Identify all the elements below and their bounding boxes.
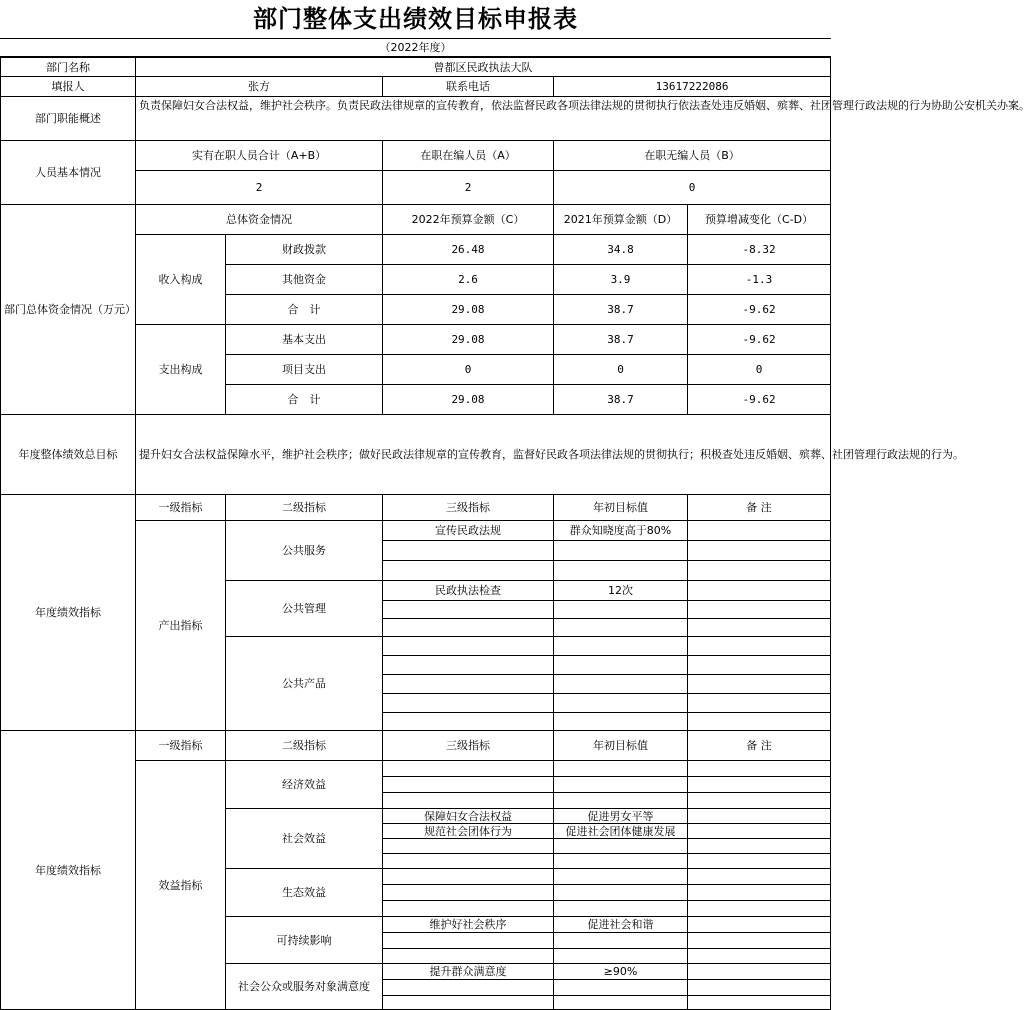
empty-cell [554,869,688,885]
empty-cell [554,541,688,561]
perf1-g2-target: 12次 [554,581,688,601]
income-name: 其他资金 [226,265,383,295]
empty-cell [688,901,831,917]
empty-cell [383,713,554,731]
empty-cell [554,619,688,637]
staff-col-unstaffed: 在职无编人员（B） [554,141,831,171]
funds-cd-header: 预算增减变化（C-D） [688,205,831,235]
empty-cell [688,809,831,824]
empty-cell [554,901,688,917]
empty-cell [688,996,831,1010]
staff-label: 人员基本情况 [1,141,136,205]
expense-c: 0 [383,355,554,385]
duty-row [1,97,831,141]
income-name: 合 计 [226,295,383,325]
perf2-e5: 社会公众或服务对象满意度 [226,964,383,1010]
phone-label: 联系电话 [383,77,554,97]
empty-cell [688,824,831,839]
empty-cell [688,793,831,809]
empty-cell [688,949,831,964]
empty-cell [383,601,554,619]
expense-cd: -9.62 [688,325,831,355]
perf2-h5: 备 注 [688,731,831,761]
perf2-e3: 生态效益 [226,869,383,917]
empty-cell [383,980,554,996]
empty-cell [554,601,688,619]
income-cd: -1.3 [688,265,831,295]
expense-c: 29.08 [383,325,554,355]
empty-cell [554,980,688,996]
empty-cell [688,869,831,885]
empty-cell [383,619,554,637]
empty-cell [688,933,831,949]
empty-cell [383,854,554,869]
perf2-e2-indicator: 规范社会团体行为 [383,824,554,839]
staff-staffed-value: 2 [383,171,554,205]
income-cd: -9.62 [688,295,831,325]
staff-header-row [1,141,831,171]
income-d: 3.9 [554,265,688,295]
expense-label: 支出构成 [136,325,226,415]
perf1-g2-note [688,581,831,601]
empty-cell [688,541,831,561]
empty-cell [688,561,831,581]
goal-row [1,415,831,495]
empty-cell [688,637,831,656]
perf1-g1: 公共服务 [226,521,383,581]
empty-cell [554,793,688,809]
form-year: （2022年度） [0,39,831,57]
expense-name: 项目支出 [226,355,383,385]
duty-label: 部门职能概述 [1,97,136,141]
perf1-header-row [1,495,831,521]
perf2-e2: 社会效益 [226,809,383,869]
empty-cell [688,619,831,637]
empty-cell [383,777,554,793]
empty-cell [383,637,554,656]
expense-cd: 0 [688,355,831,385]
perf2-e2-target: 促进社会团体健康发展 [554,824,688,839]
staff-total-value: 2 [136,171,383,205]
empty-cell [554,854,688,869]
empty-cell [383,949,554,964]
empty-cell [688,675,831,694]
empty-cell [554,933,688,949]
empty-cell [554,561,688,581]
expense-d: 38.7 [554,385,688,415]
perf2-e2-indicator: 保障妇女合法权益 [383,809,554,824]
perf2-h1: 一级指标 [136,731,226,761]
income-label: 收入构成 [136,235,226,325]
empty-cell [383,656,554,675]
empty-cell [688,694,831,713]
perf2-level1: 效益指标 [136,761,226,1010]
empty-cell [554,839,688,854]
perf1-h1: 一级指标 [136,495,226,521]
filler-value: 张方 [136,77,383,97]
staff-col-staffed: 在职在编人员（A） [383,141,554,171]
phone-value: 13617222086 [554,77,831,97]
income-name: 财政拨款 [226,235,383,265]
perf1-h4: 年初目标值 [554,495,688,521]
perf1-h5: 备 注 [688,495,831,521]
empty-cell [554,996,688,1010]
perf2-e4-indicator: 维护好社会秩序 [383,917,554,933]
empty-cell [688,777,831,793]
empty-cell [383,901,554,917]
perf2-h4: 年初目标值 [554,731,688,761]
empty-cell [688,761,831,777]
perf2-e5-target: ≥90% [554,964,688,980]
empty-cell [688,964,831,980]
empty-cell [688,713,831,731]
funds-header-row [1,205,831,235]
empty-cell [554,949,688,964]
empty-cell [554,761,688,777]
perf1-level1: 产出指标 [136,521,226,731]
empty-cell [383,793,554,809]
perf2-header-row [1,731,831,761]
goal-label: 年度整体绩效总目标 [1,415,136,495]
empty-cell [688,656,831,675]
funds-label: 部门总体资金情况（万元） [1,205,136,415]
perf1-g3: 公共产品 [226,637,383,731]
perf2-e5-indicator: 提升群众满意度 [383,964,554,980]
perf2-h3: 三级指标 [383,731,554,761]
empty-cell [383,933,554,949]
perf2-e2-target: 促进男女平等 [554,809,688,824]
empty-cell [688,839,831,854]
income-d: 34.8 [554,235,688,265]
perf1-g1-target: 群众知晓度高于80% [554,521,688,541]
expense-cd: -9.62 [688,385,831,415]
perf1-label: 年度绩效指标 [1,495,136,731]
income-c: 29.08 [383,295,554,325]
empty-cell [383,541,554,561]
empty-cell [554,885,688,901]
perf2-e4-target: 促进社会和谐 [554,917,688,933]
income-d: 38.7 [554,295,688,325]
staff-col-total: 实有在职人员合计（A+B） [136,141,383,171]
funds-overall-header: 总体资金情况 [136,205,383,235]
perf1-g1-indicator: 宣传民政法规 [383,521,554,541]
empty-cell [688,885,831,901]
empty-cell [554,637,688,656]
perf1-h3: 三级指标 [383,495,554,521]
filler-row [1,77,831,97]
empty-cell [383,996,554,1010]
staff-unstaffed-value: 0 [554,171,831,205]
goal-text: 提升妇女合法权益保障水平，维护社会秩序；做好民政法律规章的宣传教育，监督好民政各项法律法规的贯彻执行；积极查处违反婚姻、殡葬、社团管理行政法规的行为。 [136,415,831,495]
filler-label: 填报人 [1,77,136,97]
dept-name-value: 曾都区民政执法大队 [136,58,831,77]
perf2-e1: 经济效益 [226,761,383,809]
empty-cell [554,656,688,675]
empty-cell [383,694,554,713]
form-table [0,57,1030,1010]
empty-cell [688,601,831,619]
empty-cell [688,854,831,869]
expense-name: 基本支出 [226,325,383,355]
empty-cell [383,839,554,854]
perf2-e4: 可持续影响 [226,917,383,964]
funds-c-header: 2022年预算金额（C） [383,205,554,235]
empty-cell [383,561,554,581]
empty-cell [383,885,554,901]
empty-cell [554,777,688,793]
perf1-g1-note [688,521,831,541]
expense-name: 合 计 [226,385,383,415]
perf2-label: 年度绩效指标 [1,731,136,1010]
perf1-g2: 公共管理 [226,581,383,637]
income-c: 2.6 [383,265,554,295]
income-c: 26.48 [383,235,554,265]
form-title: 部门整体支出绩效目标申报表 [0,0,831,39]
funds-d-header: 2021年预算金额（D） [554,205,688,235]
income-cd: -8.32 [688,235,831,265]
empty-cell [554,675,688,694]
expense-c: 29.08 [383,385,554,415]
empty-cell [688,917,831,933]
perf1-h2: 二级指标 [226,495,383,521]
empty-cell [688,980,831,996]
perf1-g2-indicator: 民政执法检查 [383,581,554,601]
empty-cell [383,675,554,694]
expense-d: 38.7 [554,325,688,355]
empty-cell [554,713,688,731]
expense-d: 0 [554,355,688,385]
empty-cell [383,761,554,777]
empty-cell [554,694,688,713]
dept-name-row [1,58,831,77]
perf2-h2: 二级指标 [226,731,383,761]
dept-name-label: 部门名称 [1,58,136,77]
duty-value: 负责保障妇女合法权益，维护社会秩序。负责民政法律规章的宣传教育，依法监督民政各项法律法规的贯彻执行依法查处违反婚姻、殡葬、社团管理行政法规的行为协助公安机关办案。 [136,97,831,141]
empty-cell [383,869,554,885]
